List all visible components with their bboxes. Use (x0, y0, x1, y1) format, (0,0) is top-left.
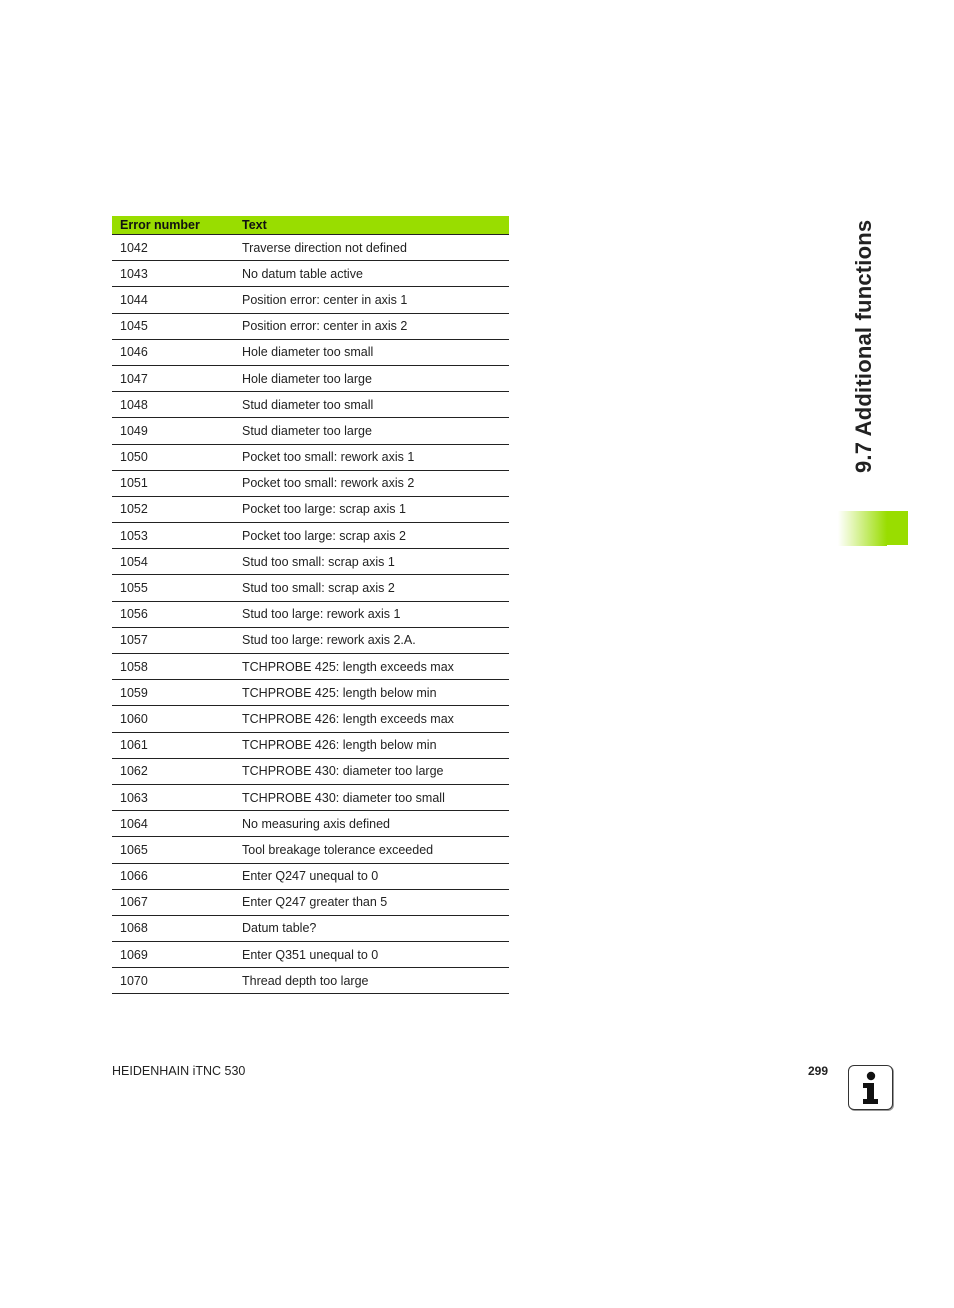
table-row (112, 444, 509, 470)
error-text-cell: TCHPROBE 425: length below min (234, 680, 509, 706)
table-row (112, 627, 509, 653)
error-text-cell: Position error: center in axis 2 (234, 313, 509, 339)
error-text-cell: Enter Q247 greater than 5 (234, 889, 509, 915)
error-number-cell: 1058 (112, 654, 234, 680)
error-number-cell: 1070 (112, 968, 234, 994)
table-row (112, 549, 509, 575)
table-row (112, 863, 509, 889)
footer-product-name: HEIDENHAIN iTNC 530 (112, 1064, 246, 1078)
error-number-cell: 1044 (112, 287, 234, 313)
table-row (112, 915, 509, 941)
error-text-cell: Pocket too small: rework axis 2 (234, 470, 509, 496)
error-number-cell: 1055 (112, 575, 234, 601)
table-row (112, 942, 509, 968)
error-text-cell: TCHPROBE 426: length below min (234, 732, 509, 758)
table-row (112, 680, 509, 706)
error-text-cell: Stud too small: scrap axis 2 (234, 575, 509, 601)
table-body (112, 235, 509, 994)
error-text-cell: Stud too large: rework axis 2.A. (234, 627, 509, 653)
error-number-cell: 1056 (112, 601, 234, 627)
error-number-cell: 1067 (112, 889, 234, 915)
error-text-cell: Stud too large: rework axis 1 (234, 601, 509, 627)
table-row (112, 706, 509, 732)
error-number-cell: 1061 (112, 732, 234, 758)
error-number-cell: 1060 (112, 706, 234, 732)
section-title: 9.7 Additional functions (851, 219, 876, 473)
error-text-cell: Tool breakage tolerance exceeded (234, 837, 509, 863)
error-number-cell: 1064 (112, 811, 234, 837)
info-icon (848, 1065, 893, 1110)
error-number-cell: 1049 (112, 418, 234, 444)
error-text-cell: TCHPROBE 430: diameter too large (234, 758, 509, 784)
error-number-cell: 1053 (112, 523, 234, 549)
table-row (112, 654, 509, 680)
error-text-cell: Pocket too small: rework axis 1 (234, 444, 509, 470)
table-row (112, 470, 509, 496)
info-icon-glyph (849, 1066, 892, 1109)
table-row (112, 496, 509, 522)
page-number: 299 (808, 1064, 829, 1078)
table-row (112, 418, 509, 444)
table-row (112, 889, 509, 915)
error-text-cell: No measuring axis defined (234, 811, 509, 837)
table-row (112, 601, 509, 627)
error-text-cell: TCHPROBE 425: length exceeds max (234, 654, 509, 680)
error-number-cell: 1066 (112, 863, 234, 889)
error-number-cell: 1043 (112, 261, 234, 287)
error-text-cell: TCHPROBE 426: length exceeds max (234, 706, 509, 732)
table-row (112, 758, 509, 784)
table-row (112, 784, 509, 810)
table-row (112, 235, 509, 261)
header-text: Text (234, 216, 509, 235)
section-tab-marker (838, 511, 908, 546)
table-row (112, 313, 509, 339)
table-row (112, 287, 509, 313)
error-text-cell: TCHPROBE 430: diameter too small (234, 784, 509, 810)
section-tab-notch (887, 545, 908, 546)
error-number-cell: 1051 (112, 470, 234, 496)
error-text-cell: No datum table active (234, 261, 509, 287)
error-number-cell: 1052 (112, 496, 234, 522)
error-number-cell: 1062 (112, 758, 234, 784)
table-row (112, 968, 509, 994)
table-row (112, 339, 509, 365)
error-text-cell: Stud too small: scrap axis 1 (234, 549, 509, 575)
error-number-cell: 1050 (112, 444, 234, 470)
table-row (112, 837, 509, 863)
error-text-cell: Datum table? (234, 915, 509, 941)
error-number-cell: 1054 (112, 549, 234, 575)
error-text-cell: Pocket too large: scrap axis 2 (234, 523, 509, 549)
error-table (112, 216, 509, 994)
error-text-cell: Hole diameter too large (234, 365, 509, 391)
error-number-cell: 1059 (112, 680, 234, 706)
error-number-cell: 1063 (112, 784, 234, 810)
table-row (112, 732, 509, 758)
error-text-cell: Stud diameter too small (234, 392, 509, 418)
table-row (112, 261, 509, 287)
header-error-number: Error number (112, 216, 234, 235)
error-text-cell: Enter Q247 unequal to 0 (234, 863, 509, 889)
error-number-cell: 1048 (112, 392, 234, 418)
error-text-cell: Hole diameter too small (234, 339, 509, 365)
error-text-cell: Traverse direction not defined (234, 235, 509, 261)
table-row (112, 811, 509, 837)
error-text-cell: Thread depth too large (234, 968, 509, 994)
error-number-cell: 1069 (112, 942, 234, 968)
table-row (112, 365, 509, 391)
error-text-cell: Position error: center in axis 1 (234, 287, 509, 313)
error-number-cell: 1046 (112, 339, 234, 365)
error-number-cell: 1042 (112, 235, 234, 261)
error-text-cell: Enter Q351 unequal to 0 (234, 942, 509, 968)
table-row (112, 523, 509, 549)
error-number-cell: 1057 (112, 627, 234, 653)
error-number-cell: 1068 (112, 915, 234, 941)
table-row (112, 575, 509, 601)
error-text-cell: Stud diameter too large (234, 418, 509, 444)
error-text-cell: Pocket too large: scrap axis 1 (234, 496, 509, 522)
error-number-cell: 1045 (112, 313, 234, 339)
error-number-cell: 1047 (112, 365, 234, 391)
table-header-row (112, 216, 509, 235)
error-table-container (112, 216, 509, 994)
table-row (112, 392, 509, 418)
error-number-cell: 1065 (112, 837, 234, 863)
